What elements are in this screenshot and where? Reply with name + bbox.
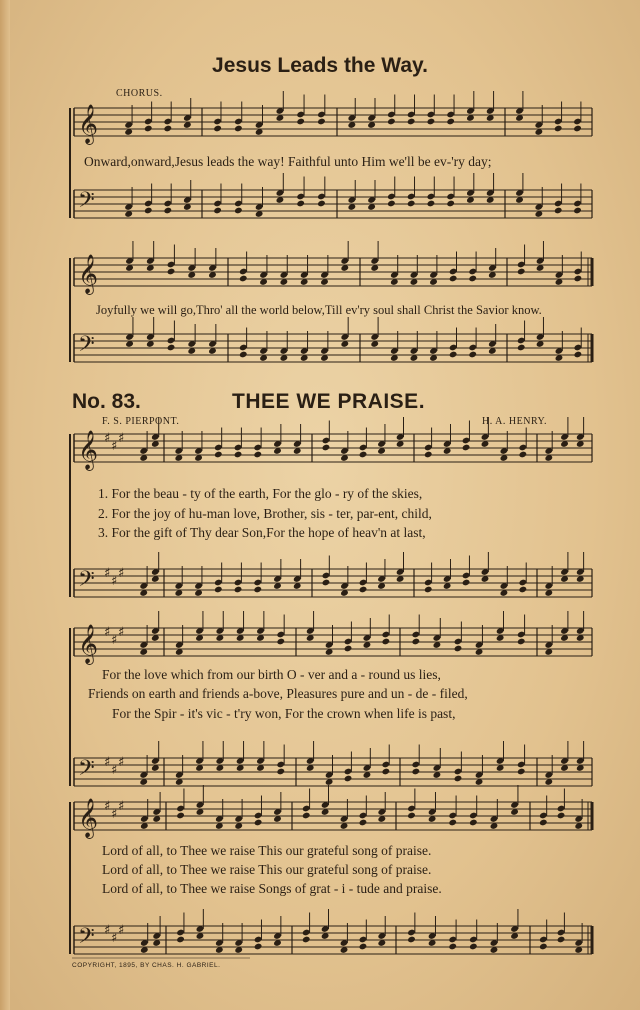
sharp-sign: ♯	[104, 923, 111, 938]
verse-line: 1. For the beau - ty of the earth, For the glo - ry of the skies,	[98, 486, 423, 501]
note-head	[253, 451, 262, 459]
verse-line: Friends on earth and friends a-bove, Pleasures pure and un - de - filed,	[88, 686, 468, 701]
note-head	[382, 638, 391, 646]
note-head	[462, 579, 471, 587]
bass-clef: 𝄢	[78, 924, 95, 954]
sharp-sign: ♯	[118, 755, 125, 770]
note-head	[239, 351, 248, 359]
note-head	[539, 943, 548, 951]
note-head	[557, 812, 566, 820]
refrain-line: Lord of all, to Thee we raise This our grateful song of praise.	[102, 862, 432, 877]
note-head	[517, 638, 526, 646]
sharp-sign: ♯	[111, 439, 118, 454]
note-head	[519, 451, 528, 459]
sharp-sign: ♯	[111, 931, 118, 946]
bass-clef: 𝄢	[78, 756, 95, 786]
treble-clef: 𝄞	[78, 104, 99, 144]
bass-clef: 𝄢	[78, 332, 95, 362]
note-head	[253, 586, 262, 594]
note-head	[322, 444, 331, 452]
hymn-title-thee-we-praise: THEE WE PRAISE.	[232, 390, 426, 413]
hymn-title-jesus-leads: Jesus Leads the Way.	[212, 54, 428, 77]
note-head	[167, 268, 176, 276]
chorus-label: CHORUS.	[116, 88, 163, 99]
note-head	[449, 351, 458, 359]
bass-clef: 𝄢	[78, 188, 95, 218]
note-head	[462, 444, 471, 452]
note-head	[254, 819, 263, 827]
note-head	[387, 118, 396, 126]
note-head	[359, 819, 368, 827]
note-head	[407, 200, 416, 208]
note-head	[454, 645, 463, 653]
note-head	[519, 586, 528, 594]
note-head	[359, 451, 368, 459]
note-head	[144, 207, 153, 215]
note-head	[449, 275, 458, 283]
sharp-sign: ♯	[118, 923, 125, 938]
note-head	[517, 768, 526, 776]
note-head	[213, 207, 222, 215]
note-head	[214, 586, 223, 594]
note-head	[176, 812, 185, 820]
treble-clef: 𝄞	[78, 798, 99, 838]
sharp-sign: ♯	[111, 763, 118, 778]
sharp-sign: ♯	[104, 431, 111, 446]
author-credit: F. S. PIERPONT.	[102, 416, 180, 427]
note-head	[296, 200, 305, 208]
sharp-sign: ♯	[104, 625, 111, 640]
note-head	[234, 125, 243, 133]
note-head	[163, 207, 172, 215]
note-head	[446, 200, 455, 208]
note-head	[446, 118, 455, 126]
note-head	[344, 645, 353, 653]
note-head	[469, 819, 478, 827]
sharp-sign: ♯	[111, 807, 118, 822]
sharp-sign: ♯	[104, 755, 111, 770]
sharp-sign: ♯	[118, 431, 125, 446]
note-head	[317, 118, 326, 126]
note-head	[427, 200, 436, 208]
note-head	[468, 275, 477, 283]
note-head	[144, 125, 153, 133]
note-head	[296, 118, 305, 126]
note-head	[448, 943, 457, 951]
sharp-sign: ♯	[111, 633, 118, 648]
note-head	[213, 125, 222, 133]
note-head	[407, 936, 416, 944]
bass-clef: 𝄢	[78, 567, 95, 597]
note-head	[234, 586, 243, 594]
sharp-sign: ♯	[118, 799, 125, 814]
note-head	[254, 943, 263, 951]
sharp-sign: ♯	[104, 799, 111, 814]
note-head	[412, 638, 421, 646]
note-head	[554, 125, 563, 133]
note-head	[344, 775, 353, 783]
sharp-sign: ♯	[104, 566, 111, 581]
note-head	[424, 586, 433, 594]
note-head	[359, 943, 368, 951]
sharp-sign: ♯	[111, 574, 118, 589]
composer-credit: H. A. HENRY.	[482, 416, 547, 427]
note-head	[427, 118, 436, 126]
note-head	[234, 451, 243, 459]
verse-line: 3. For the gift of Thy dear Son,For the hope of heav'n at last,	[98, 525, 426, 540]
note-head	[517, 344, 526, 352]
note-head	[163, 125, 172, 133]
note-head	[214, 451, 223, 459]
sharp-sign: ♯	[118, 566, 125, 581]
lyric-line: Onward,onward,Jesus leads the way! Faithful unto Him we'll be ev-'ry day;	[84, 154, 492, 169]
note-head	[387, 200, 396, 208]
refrain-line: Lord of all, to Thee we raise Songs of grat - i - tude and praise.	[102, 881, 442, 896]
note-head	[517, 268, 526, 276]
note-head	[276, 768, 285, 776]
verse-line: 2. For the joy of hu-man love, Brother, sis - ter, par-ent, child,	[98, 506, 432, 521]
note-head	[382, 768, 391, 776]
refrain-line: Lord of all, to Thee we raise This our grateful song of praise.	[102, 843, 432, 858]
verse-line: For the love which from our birth O - ver and a - round us lies,	[102, 667, 441, 682]
note-head	[234, 207, 243, 215]
note-head	[302, 936, 311, 944]
note-head	[424, 451, 433, 459]
note-head	[557, 936, 566, 944]
note-head	[574, 275, 583, 283]
hymn-number: No. 83.	[72, 390, 141, 413]
sharp-sign: ♯	[118, 625, 125, 640]
verse-line: For the Spir - it's vic - t'ry won, For the crown when life is past,	[112, 706, 456, 721]
treble-clef: 𝄞	[78, 430, 99, 470]
lyric-line: Joyfully we will go,Thro' all the world below,Till ev'ry soul shall Christ the Savior know.	[96, 303, 542, 317]
note-head	[176, 936, 185, 944]
note-head	[468, 351, 477, 359]
note-head	[239, 275, 248, 283]
note-head	[412, 768, 421, 776]
note-head	[317, 200, 326, 208]
note-head	[574, 351, 583, 359]
note-head	[302, 812, 311, 820]
note-head	[573, 207, 582, 215]
note-head	[167, 344, 176, 352]
note-head	[469, 943, 478, 951]
treble-clef: 𝄞	[78, 254, 99, 294]
note-head	[407, 812, 416, 820]
note-head	[322, 579, 331, 587]
note-head	[448, 819, 457, 827]
note-head	[359, 586, 368, 594]
note-head	[573, 125, 582, 133]
note-head	[539, 819, 548, 827]
treble-clef: 𝄞	[78, 624, 99, 664]
note-head	[276, 638, 285, 646]
copyright-notice: COPYRIGHT, 1895, BY CHAS. H. GABRIEL.	[72, 962, 221, 969]
note-head	[554, 207, 563, 215]
note-head	[454, 775, 463, 783]
note-head	[407, 118, 416, 126]
